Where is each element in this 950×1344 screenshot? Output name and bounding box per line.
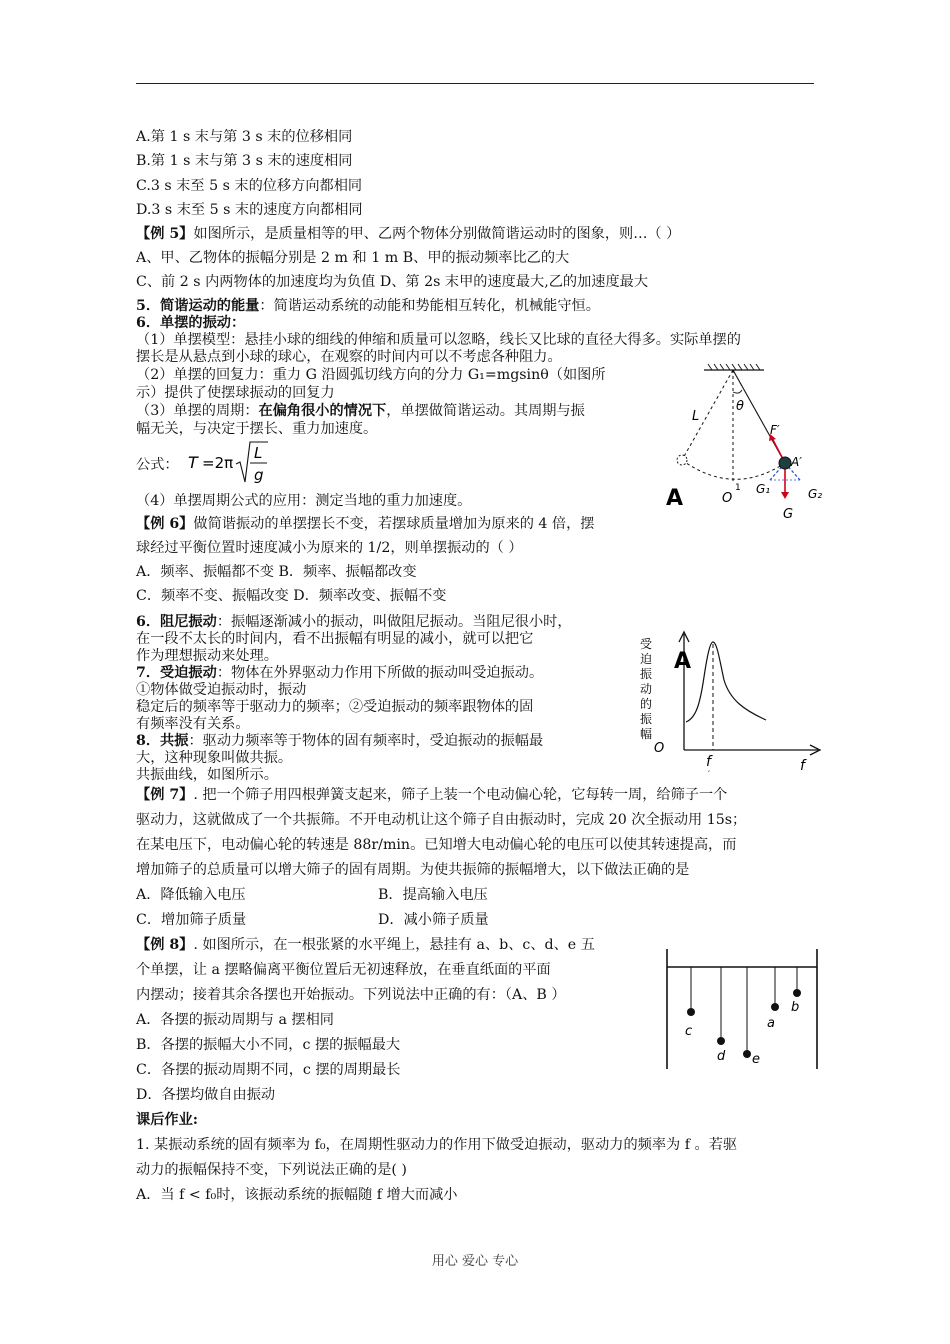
- formula-L: L: [254, 444, 263, 462]
- homework-heading: 课后作业:: [136, 1112, 198, 1128]
- label-prime: ′: [708, 770, 711, 780]
- option-line: A、甲、乙物体的振幅分别是 2 m 和 1 m B、甲的振动频率比乙的大: [136, 250, 570, 266]
- label-a: a: [767, 1016, 775, 1031]
- option-line: C.3 s 末至 5 s 末的位移方向都相同: [136, 178, 363, 194]
- paragraph-line: 球经过平衡位置时速度减小为原来的 1/2，则单摆振动的（ ）: [136, 540, 523, 556]
- page-footer: 用心 爱心 专心: [431, 1254, 519, 1269]
- option-line: C．频率不变、振幅改变 D．频率改变、振幅不变: [136, 588, 447, 604]
- angle-arc: [733, 390, 742, 393]
- paragraph-line: 示）提供了使摆球振动的回复力: [136, 385, 335, 401]
- section-pendulum-heading: 6．单摆的振动：: [136, 315, 246, 331]
- pendulum-bob: [779, 457, 791, 469]
- bob-e: [743, 1050, 751, 1058]
- paragraph-line: 动力的振幅保持不变，下列说法正确的是( ): [136, 1162, 407, 1178]
- paragraph-line: 增加筛子的总质量可以增大筛子的固有周期。为使共振筛的振幅增大，以下做法正确的是: [136, 862, 690, 878]
- left-dashed-string: [682, 370, 733, 460]
- label-O: O: [654, 741, 665, 756]
- formula-label: 公式：: [136, 457, 179, 473]
- y-label-char: 的: [640, 697, 653, 711]
- option-line: A．各摆的振动周期与 a 摆相同: [136, 1012, 334, 1028]
- option-line: C．各摆的振动周期不同，c 摆的周期最长: [136, 1062, 401, 1078]
- label-O: O: [722, 491, 733, 506]
- paragraph-line: 摆长是从悬点到小球的球心，在观察的时间内可以不考虑各种阻力。: [136, 349, 562, 365]
- label-b: b: [791, 1000, 800, 1015]
- y-label-char: 动: [640, 682, 653, 696]
- formula-g: g: [254, 466, 264, 484]
- example-5-question: 【例 5】如图所示，是质量相等的甲、乙两个物体分别做简谐运动时的图象，则…（ ）: [136, 226, 681, 242]
- coupled-pendulums-figure: [660, 945, 830, 1075]
- paragraph-line: 作为理想振动来处理。: [136, 648, 278, 664]
- paragraph-line: （2）单摆的回复力：重力 G 沿圆弧切线方向的分力 G₁=mgsinθ（如图所: [136, 367, 606, 383]
- resonance-curve: [686, 642, 766, 722]
- paragraph-line: 共振曲线，如图所示。: [136, 767, 278, 783]
- label-e: e: [752, 1052, 760, 1067]
- label-f0: f: [706, 754, 711, 770]
- example-label: 【例 8】: [136, 937, 194, 953]
- paragraph-line: （3）单摆的周期：在偏角很小的情况下，单摆做简谐运动。其周期与振: [136, 403, 585, 419]
- option-line: C、前 2 s 内两物体的加速度均为负值 D、第 2s 末甲的速度最大,乙的加速度最大: [136, 274, 649, 290]
- label-A: A: [674, 649, 692, 674]
- y-label-char: 受: [640, 637, 653, 651]
- label-L: L: [692, 409, 700, 424]
- gravity-arrow-head: [781, 492, 789, 499]
- paragraph-line: 个单摆，让 a 摆略偏离平衡位置后无初速释放，在垂直纸面的平面: [136, 962, 551, 978]
- paragraph-line: （1）单摆模型：悬挂小球的细线的伸缩和质量可以忽略，线长又比球的直径大得多。实际单摆的: [136, 332, 741, 348]
- bob-b: [793, 989, 801, 997]
- resonance-curve-figure: [634, 622, 830, 780]
- y-label-char: 幅: [640, 727, 653, 741]
- label-G1: G₁: [756, 482, 771, 496]
- section-energy: 5．简谐运动的能量：简谐运动系统的动能和势能相互转化，机械能守恒。: [136, 298, 600, 314]
- label-f: f: [800, 758, 805, 774]
- y-label-char: 迫: [640, 652, 653, 666]
- example-label: 【例 7】: [136, 787, 194, 803]
- example-label: 【例 6】: [136, 516, 194, 532]
- option-line: D．各摆均做自由振动: [136, 1087, 276, 1103]
- paragraph-line: 在一段不太长的时间内，看不出振幅有明显的减小，就可以把它: [136, 631, 534, 647]
- option-line: B．提高输入电压: [378, 887, 488, 903]
- paragraph-line: 稳定后的频率等于驱动力的频率；②受迫振动的频率跟物体的固: [136, 699, 534, 715]
- paragraph-line: ①物体做受迫振动时，振动: [136, 682, 307, 698]
- ceiling-hatch: [708, 364, 760, 370]
- option-line: D.3 s 末至 5 s 末的速度方向都相同: [136, 202, 363, 218]
- y-label-char: 振: [640, 667, 653, 681]
- label-d: d: [717, 1049, 726, 1064]
- label-theta: θ: [736, 399, 744, 414]
- y-axis-label: [640, 637, 652, 741]
- label-G: G: [783, 507, 794, 522]
- section-resonance: 8．共振：驱动力频率等于物体的固有频率时，受迫振动的振幅最: [136, 733, 544, 749]
- label-A-prime: A′: [791, 455, 802, 469]
- paragraph-line: 驱动力，这就做成了一个共振筛。不开电动机让这个筛子自由振动时，完成 20 次全振动用 15s；: [136, 812, 747, 828]
- period-formula: [184, 438, 274, 490]
- y-label-char: 振: [640, 712, 653, 726]
- label-one: 1: [735, 483, 741, 493]
- pendulum-figure: [660, 362, 835, 522]
- formula-T: T: [188, 453, 198, 472]
- bob-c: [687, 1008, 695, 1016]
- example-8-question: 【例 8】. 如图所示，在一根张紧的水平绳上，悬挂有 a、b、c、d、e 五: [136, 937, 595, 953]
- option-line: D．减小筛子质量: [378, 912, 489, 928]
- paragraph-line: 1. 某振动系统的固有频率为 f₀，在周期性驱动力的作用下做受迫振动，驱动力的频率为 f 。若驱: [136, 1137, 738, 1153]
- example-label: 【例 5】: [136, 226, 194, 242]
- option-line: B.第 1 s 末与第 3 s 末的速度相同: [136, 153, 353, 169]
- paragraph-line: 在某电压下，电动偏心轮的转速是 88r/min。已知增大电动偏心轮的电压可以使其转速提高，而: [136, 837, 737, 853]
- formula-eq: =2π: [202, 454, 234, 472]
- paragraph-line: 内摆动；接着其余各摆也开始振动。下列说法中正确的有：（A、B ）: [136, 987, 566, 1003]
- option-line: B．各摆的振幅大小不同，c 摆的振幅最大: [136, 1037, 401, 1053]
- option-line: A．当 f < f₀时，该振动系统的振幅随 f 增大而减小: [136, 1187, 458, 1203]
- option-line: A．频率、振幅都不变 B．频率、振幅都改变: [136, 564, 417, 580]
- ghost-bob: [677, 455, 687, 465]
- header-rule: [136, 83, 814, 84]
- section-forced: 7．受迫振动：物体在外界驱动力作用下所做的振动叫受迫振动。: [136, 665, 544, 681]
- label-c: c: [685, 1024, 693, 1039]
- bob-a: [771, 1003, 779, 1011]
- paragraph-line: （4）单摆周期公式的应用：测定当地的重力加速度。: [136, 493, 472, 509]
- section-damped: 6．阻尼振动：振幅逐渐减小的振动，叫做阻尼振动。当阻尼很小时，: [136, 614, 572, 630]
- paragraph-line: 大，这种现象叫做共振。: [136, 750, 293, 766]
- paragraph-line: 幅无关，与决定于摆长、重力加速度。: [136, 421, 378, 437]
- example-7-question: 【例 7】. 把一个筛子用四根弹簧支起来，筛子上装一个电动偏心轮，它每转一周，给筛子一个: [136, 787, 728, 803]
- label-A: A: [666, 486, 684, 511]
- option-line: A.第 1 s 末与第 3 s 末的位移相同: [136, 129, 353, 145]
- option-line: C．增加筛子质量: [136, 912, 247, 928]
- bob-d: [717, 1037, 725, 1045]
- paragraph-line: 有频率没有关系。: [136, 716, 250, 732]
- label-F: F′: [770, 423, 780, 437]
- example-6-question: 【例 6】做简谐振动的单摆摆长不变，若摆球质量增加为原来的 4 倍，摆: [136, 516, 595, 532]
- option-line: A．降低输入电压: [136, 887, 246, 903]
- label-G2: G₂: [808, 487, 823, 501]
